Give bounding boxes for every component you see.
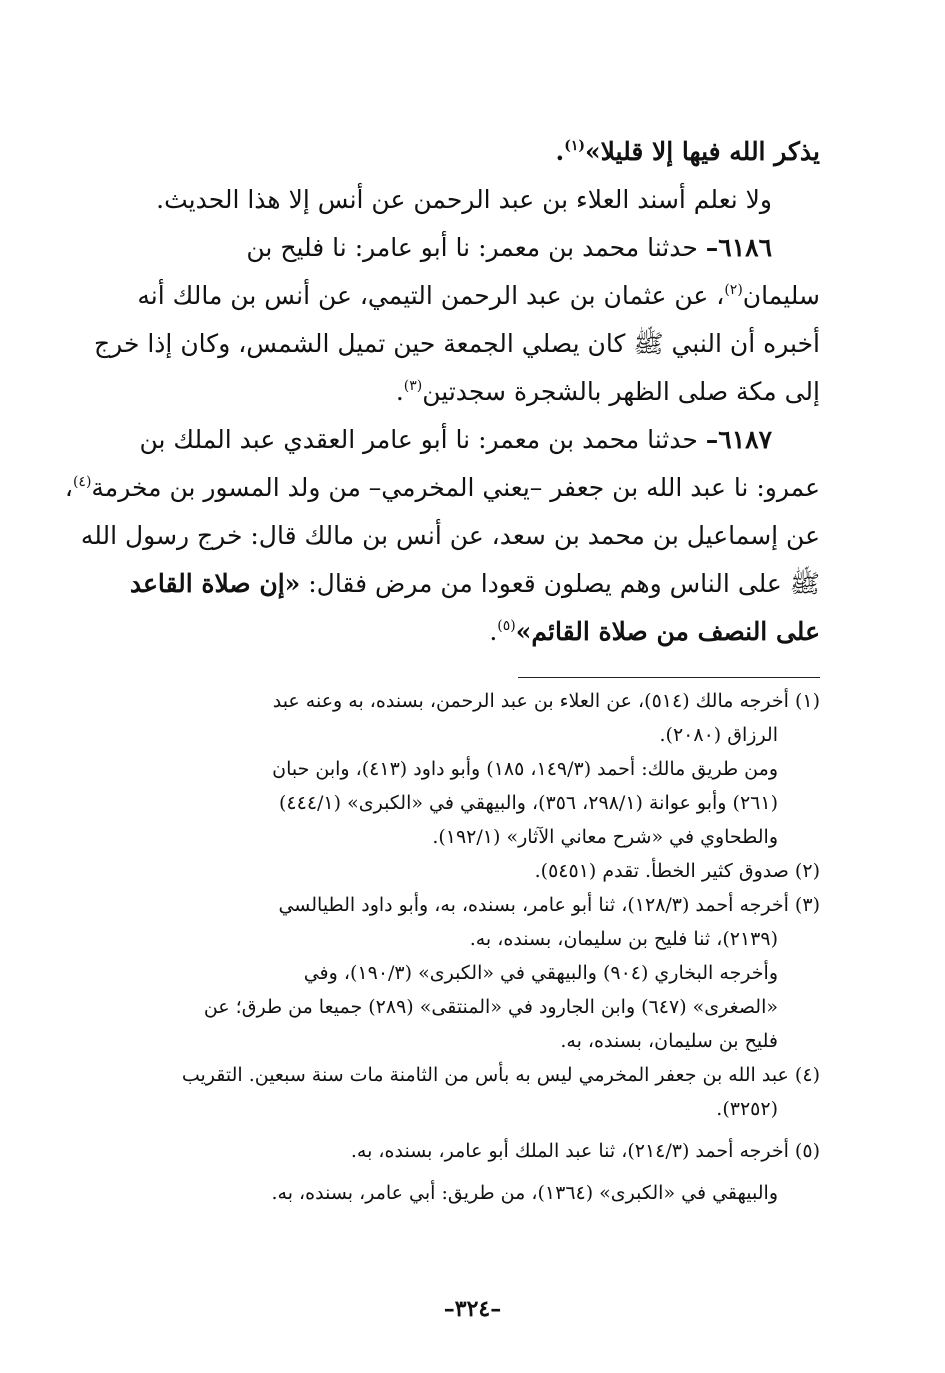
- line-text: سليمان: [742, 281, 820, 310]
- footnote-marker: (٥): [497, 618, 516, 634]
- line-punctuation: ،: [64, 473, 73, 502]
- main-text-line: [108, 224, 820, 272]
- line-text: عمرو: نا عبد الله بن جعفر –يعني المخرمي– من ولد المسور بن مخرمة: [91, 473, 820, 502]
- line-text: يذكر الله فيها إلا قليلا»: [585, 137, 820, 166]
- main-text-line: [108, 608, 820, 656]
- footnote-marker: (٤): [72, 474, 92, 490]
- main-text-line: [108, 272, 820, 320]
- line-punctuation: .: [489, 617, 498, 646]
- line-text: حدثنا محمد بن معمر: نا أبو عامر العقدي عبد الملك بن: [139, 425, 706, 454]
- footnotes: [108, 684, 820, 1210]
- footnote-marker: (١): [564, 138, 585, 154]
- main-text-line: [108, 176, 820, 224]
- footnote-line: (٢١٣٩)، ثنا فليح بن سليمان، بسنده، به.: [469, 928, 778, 950]
- line-punctuation: ، عن عثمان بن عبد الرحمن التيمي، عن أنس بن مالك أنه: [137, 281, 725, 310]
- main-text-line: [64, 464, 820, 512]
- footnote-line: والطحاوي في «شرح معاني الآثار» (١٩٢/١).: [432, 826, 778, 848]
- footnote-line: فليح بن سليمان، بسنده، به.: [560, 1030, 778, 1052]
- main-text-line: [108, 416, 820, 464]
- hadith-number: ٦١٨٧–: [705, 425, 772, 454]
- footnote-line: (٤) عبد الله بن جعفر المخرمي ليس به بأس من الثامنة مات سنة سبعين. التقريب: [181, 1064, 820, 1086]
- main-text-line: [94, 320, 820, 368]
- line-text: ولا نعلم أسند العلاء بن عبد الرحمن عن أنس إلا هذا الحديث.: [156, 185, 772, 214]
- line-text: إلى مكة صلى الظهر بالشجرة سجدتين: [422, 377, 820, 406]
- footnote-line: الرزاق (٢٠٨٠).: [659, 724, 778, 746]
- footnote-line: (٢٦١) وأبو عوانة (٢٩٨/١، ٣٥٦)، والبيهقي في «الكبرى» (٤٤٤/١): [278, 792, 778, 814]
- footnote-line: (٥) أخرجه أحمد (٢١٤/٣)، ثنا عبد الملك أبو عامر، بسنده، به.: [350, 1140, 820, 1162]
- line-punctuation: .: [395, 377, 404, 406]
- footnote-marker: (٢): [724, 282, 743, 298]
- footnote-marker: (٣): [403, 378, 423, 394]
- main-text-line: [108, 368, 820, 416]
- main-text-line: [108, 128, 820, 176]
- main-text-line: [108, 560, 820, 608]
- footnote-divider: [518, 677, 820, 678]
- hadith-number: ٦١٨٦–: [705, 233, 772, 262]
- line-text: حدثنا محمد بن معمر: نا أبو عامر: نا فليح بن: [246, 233, 706, 262]
- main-text: [64, 128, 820, 656]
- main-text-line: [80, 512, 820, 560]
- line-bold-text: على النصف من صلاة القائم»: [515, 617, 820, 646]
- footnote-line: والبيهقي في «الكبرى» (١٣٦٤)، من طريق: أبي عامر، بسنده، به.: [271, 1182, 778, 1204]
- line-bold-text: «إن صلاة القاعد: [129, 569, 301, 598]
- footnote-line: (٢) صدوق كثير الخطأ. تقدم (٥٤٥١).: [534, 860, 820, 882]
- footnote-line: «الصغرى» (٦٤٧) وابن الجارود في «المنتقى» (٢٨٩) جميعا من طرق؛ عن: [203, 996, 778, 1018]
- footnote-line: (٣٢٥٢).: [716, 1098, 778, 1120]
- footnote-line: (١) أخرجه مالك (٥١٤)، عن العلاء بن عبد الرحمن، بسنده، به وعنه عبد: [272, 690, 820, 712]
- line-text: أخبره أن النبي ﷺ كان يصلي الجمعة حين تميل الشمس، وكان إذا خرج: [94, 329, 820, 358]
- footnote-line: وأخرجه البخاري (٩٠٤) والبيهقي في «الكبرى» (١٩٠/٣)، وفي: [303, 962, 778, 984]
- line-punctuation: .: [555, 137, 565, 166]
- line-text: ﷺ على الناس وهم يصلون قعودا من مرض فقال:: [300, 569, 820, 598]
- footnote-line: ومن طريق مالك: أحمد (١٤٩/٣، ١٨٥) وأبو داود (٤١٣)، وابن حبان: [272, 758, 778, 780]
- page-number: –٣٢٤–: [443, 1296, 502, 1322]
- line-text: عن إسماعيل بن محمد بن سعد، عن أنس بن مالك قال: خرج رسول الله: [80, 521, 820, 550]
- footnote-line: (٣) أخرجه أحمد (١٢٨/٣)، ثنا أبو عامر، بسنده، به، وأبو داود الطيالسي: [278, 894, 820, 916]
